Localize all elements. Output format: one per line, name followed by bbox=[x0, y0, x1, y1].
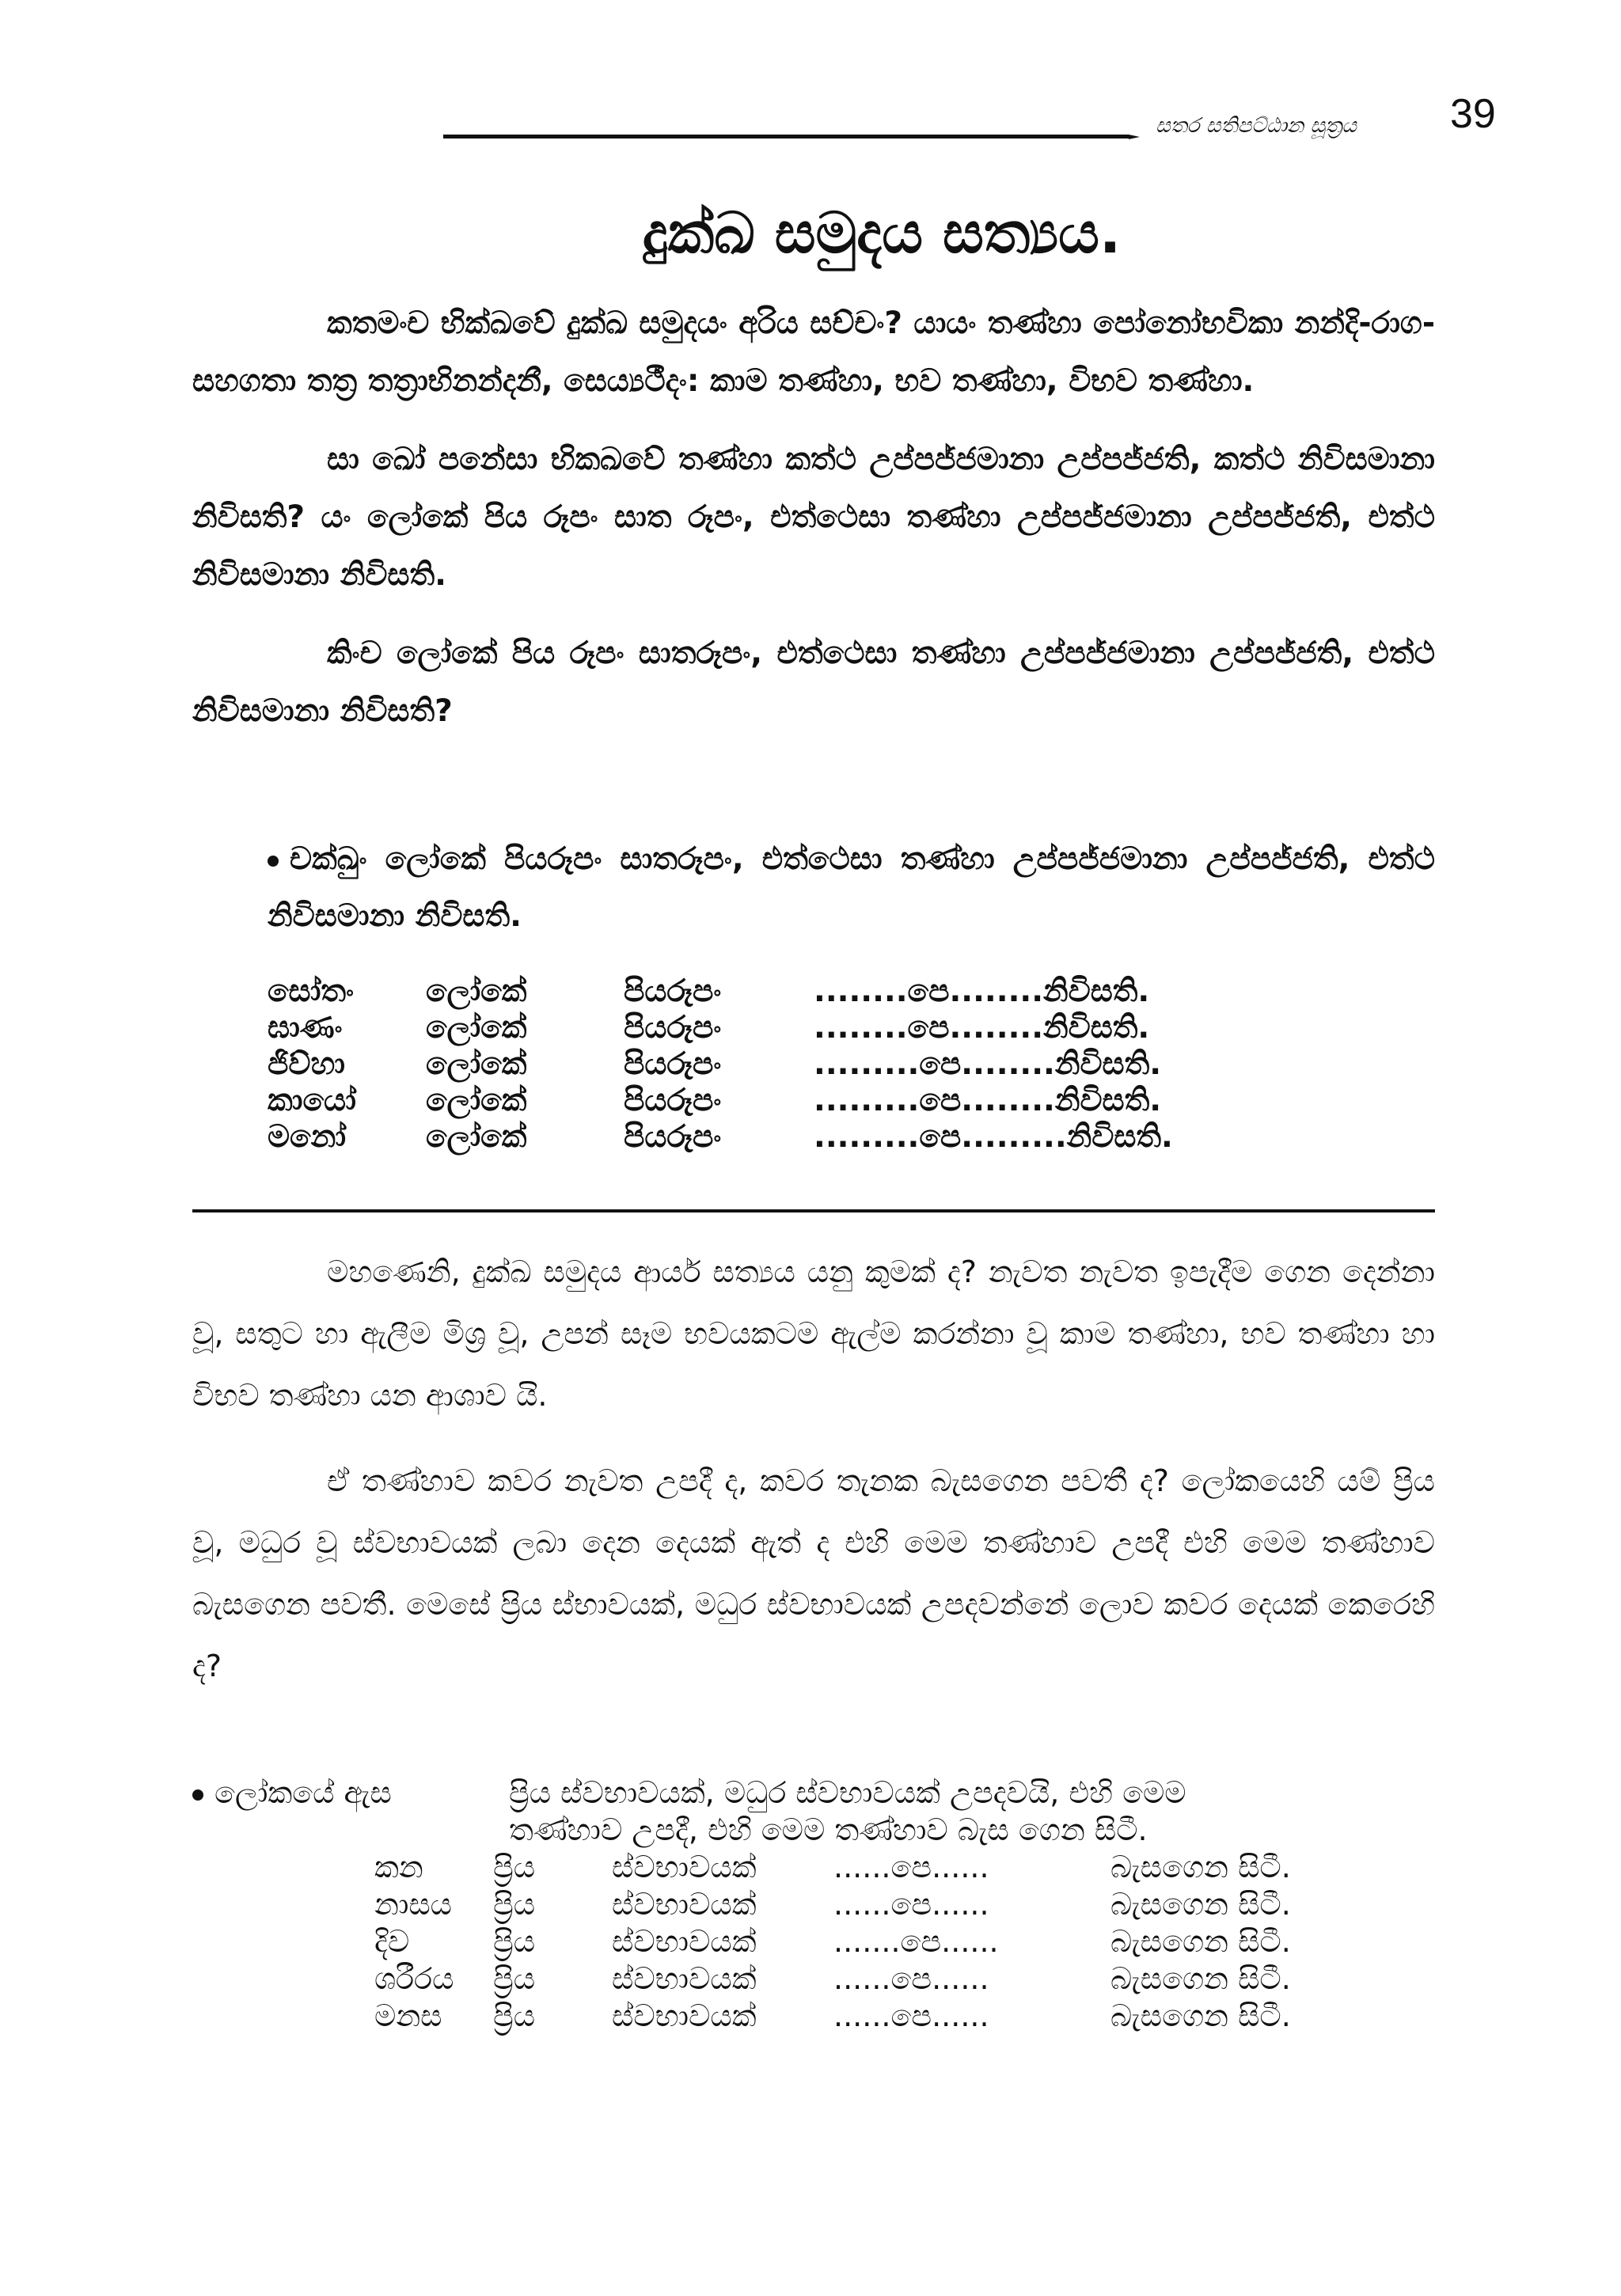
rest-text: .........පෙ........නිවිසති. bbox=[814, 1083, 1162, 1118]
list-item bbox=[268, 1119, 1173, 1156]
sinhala-paragraph: ඒ තණ්හාව කවර නැවත උපදී ද, කවර තැනක බැසගෙන පවතී ද? ලෝකයෙහි යම් ප්‍රිය වූ, මධුර වූ ස්වභාවයක් ලබා දෙන දෙයක් ඇත් ද එහි මෙම තණ්හාව උපදී එහි මෙම තණ්හාව බැසගෙන පවතී. මෙසේ ප්‍රිය ස්භාවයක්, මධුර ස්වභාවයක් උපදවන්නේ ලොව කවර දෙයක් කෙරෙහි ද? bbox=[192, 1463, 1435, 1683]
bullet-icon bbox=[268, 856, 279, 867]
loke-word: ලෝකේ bbox=[426, 1010, 527, 1046]
list-item bbox=[268, 1010, 1173, 1046]
end-text: බැසගෙන සිටී. bbox=[1110, 1998, 1291, 2033]
section-divider bbox=[192, 1209, 1435, 1213]
sinhala-text-block bbox=[192, 1241, 1435, 1721]
end-text: බැසගෙන සිටී. bbox=[1110, 1961, 1291, 1996]
page-title: දුක්ඛ සමුදය සත්‍යය. bbox=[642, 199, 1122, 266]
pali-paragraph: කතමංච භික්ඛවේ දුක්ඛ සමුදයං අරිය සච්චං? යායං තණ්හා පෝනෝභවිකා නන්දි-රාග-සහගතා තත්‍ර තත්‍රාභිනන්දනී, සෙය්‍යථීදං: කාම තණ්හා, භව තණ්හා, විභව තණ්හා. bbox=[192, 306, 1435, 399]
organ-word: කායෝ bbox=[268, 1083, 356, 1118]
sinhala-bullet-line1: ප්‍රිය ස්වභාවයක්, මධුර ස්වභාවයක් උපදවයි, එහි මෙම bbox=[509, 1775, 1186, 1810]
pali-bullet-text: චක්ඛුං ලෝකේ පියරූපං සාතරූපං, එත්ථෙසා තණ්හා උප්පජ්ජමානා උප්පජ්ජති, එත්ථ නිවිසමානා නිවිසති. bbox=[268, 841, 1435, 934]
piya-word: පියරූපං bbox=[624, 973, 722, 1009]
rest-text: .........පෙ.........නිවිසති. bbox=[814, 1119, 1173, 1155]
organ-word: මනෝ bbox=[268, 1119, 347, 1155]
loke-word: ලෝකේ bbox=[426, 973, 527, 1009]
header-rule-tail bbox=[1129, 135, 1140, 139]
priya-word: ප්‍රිය bbox=[493, 1961, 536, 1996]
priya-word: ප්‍රිය bbox=[493, 1924, 536, 1959]
organ-word: ශරීරය bbox=[374, 1961, 454, 1996]
pe-text: .......පෙ...... bbox=[833, 1924, 999, 1959]
list-item bbox=[192, 1849, 1291, 1886]
rest-text: ........පෙ........නිවිසති. bbox=[814, 1010, 1150, 1046]
list-item bbox=[268, 973, 1173, 1010]
sva-word: ස්වභාවයක් bbox=[612, 1850, 757, 1884]
sinhala-bullet-first-text: ලෝකයේ ඇස bbox=[214, 1775, 392, 1810]
piya-word: පියරූපං bbox=[624, 1119, 722, 1155]
rest-text: ........පෙ........නිවිසති. bbox=[814, 973, 1150, 1009]
pe-text: ......පෙ...... bbox=[833, 1961, 989, 1996]
rest-text: .........පෙ........නිවිසති. bbox=[814, 1046, 1162, 1082]
page-header bbox=[443, 85, 1504, 149]
list-item bbox=[192, 1998, 1291, 2035]
sva-word: ස්වභාවයක් bbox=[612, 1924, 757, 1959]
pali-paragraph: සා ඛෝ පනේසා භිකඛවේ තණ්හා කත්ථ උප්පජ්ජමානා උප්පජ්ජති, කත්ථ නිවිසමානා නිවිසති? යං ලෝකේ පිය රූපං සාත රූපං, එත්ථෙසා තණ්හා උප්පජ්ජමානා උප්පජ්ජති, එත්ථ නිවිසමානා නිවිසති. bbox=[192, 442, 1435, 593]
sva-word: ස්වභාවයක් bbox=[612, 1998, 757, 2033]
bullet-icon bbox=[192, 1789, 203, 1801]
pali-organ-list bbox=[268, 973, 1173, 1156]
pali-paragraph: කිංච ලෝකේ පිය රූපං සාතරූපං, එත්ථෙසා තණ්හා උප්පජ්ජමානා උප්පජ්ජති, එත්ථ නිවිසමානා නිවිසති? bbox=[192, 636, 1435, 729]
running-title: සතර සතිපට්ඨාන සූත්‍රය bbox=[1156, 114, 1357, 138]
sinhala-paragraph: මහණෙනි, දුක්ඛ සමුදය ආර්ය සත්‍යය යනු කුමක් ද? නැවත නැවත ඉපැදීම ගෙන දෙන්නා වූ, සතුට හා ඇලීම මිශ්‍ර වූ, උපන් සෑම භවයකටම ඇල්ම කරන්නා වූ කාම තණ්හා, භව තණ්හා හා විභව තණ්හා යන ආශාව යි. bbox=[192, 1254, 1435, 1413]
sinhala-bullet-item bbox=[192, 1774, 1291, 1812]
pe-text: ......පෙ...... bbox=[833, 1850, 989, 1884]
end-text: බැසගෙන සිටී. bbox=[1110, 1924, 1291, 1959]
list-item bbox=[192, 1960, 1291, 1998]
end-text: බැසගෙන සිටී. bbox=[1110, 1850, 1291, 1884]
list-item bbox=[192, 1923, 1291, 1960]
loke-word: ලෝකේ bbox=[426, 1119, 527, 1155]
organ-word: ජිව්හා bbox=[268, 1046, 345, 1082]
sinhala-bullet-first bbox=[192, 1774, 509, 1812]
header-rule bbox=[443, 135, 1129, 139]
list-item bbox=[192, 1886, 1291, 1923]
piya-word: පියරූපං bbox=[624, 1010, 722, 1046]
organ-word: කන bbox=[374, 1850, 423, 1884]
end-text: බැසගෙන සිටී. bbox=[1110, 1887, 1291, 1922]
piya-word: පියරූපං bbox=[624, 1046, 722, 1082]
list-item bbox=[268, 1083, 1173, 1119]
sinhala-organ-list bbox=[192, 1774, 1291, 2035]
list-item bbox=[268, 1046, 1173, 1083]
organ-word: නාසය bbox=[374, 1887, 453, 1922]
sinhala-bullet-line2: තණ්හාව උපදී, එහි මෙම තණ්හාව බැස ගෙන සිටී. bbox=[509, 1812, 1148, 1847]
priya-word: ප්‍රිය bbox=[493, 1850, 536, 1884]
pe-text: ......පෙ...... bbox=[833, 1887, 989, 1922]
organ-word: සෝතං bbox=[268, 973, 355, 1009]
organ-word: ඝාණං bbox=[268, 1010, 343, 1046]
priya-word: ප්‍රිය bbox=[493, 1887, 536, 1922]
pali-bullet-item bbox=[268, 831, 1435, 945]
loke-word: ලෝකේ bbox=[426, 1046, 527, 1082]
organ-word: මනස bbox=[374, 1998, 442, 2033]
piya-word: පියරූපං bbox=[624, 1083, 722, 1118]
loke-word: ලෝකේ bbox=[426, 1083, 527, 1118]
sva-word: ස්වභාවයක් bbox=[612, 1961, 757, 1996]
page-number: 39 bbox=[1450, 91, 1496, 137]
sva-word: ස්වභාවයක් bbox=[612, 1887, 757, 1922]
pali-text-block bbox=[192, 294, 1435, 761]
priya-word: ප්‍රිය bbox=[493, 1998, 536, 2033]
pe-text: ......පෙ...... bbox=[833, 1998, 989, 2033]
organ-word: දිව bbox=[374, 1924, 410, 1959]
